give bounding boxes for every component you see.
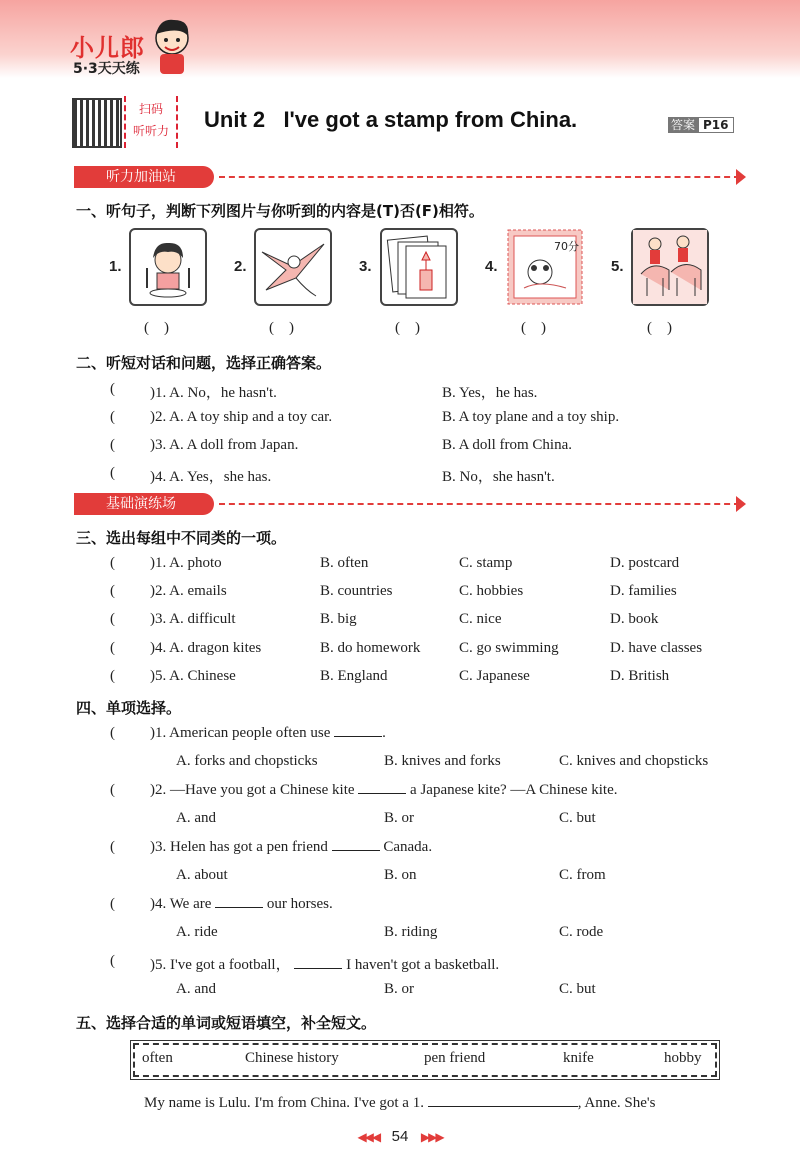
- option-a: A. and: [176, 810, 216, 826]
- word-bank-item: hobby: [664, 1050, 702, 1066]
- option-b: B. or: [384, 810, 414, 826]
- section-tag: [74, 166, 214, 188]
- picture-postcards: [380, 228, 458, 306]
- option-a: )3. A. difficult: [150, 611, 236, 627]
- question: [150, 782, 617, 799]
- part2-heading: 二、听短对话和问题，选择正确答案。: [76, 354, 332, 372]
- word-bank-item: often: [142, 1050, 173, 1066]
- option-c: C. hobbies: [459, 583, 524, 599]
- answer-paren[interactable]: (: [110, 839, 115, 855]
- blank[interactable]: [332, 850, 380, 851]
- section-title: 听力加油站: [106, 169, 176, 185]
- answer-paren[interactable]: ( ): [269, 320, 294, 336]
- question-text: )5. I've got a football，: [150, 957, 291, 973]
- left-arrows-icon: ◀◀◀: [357, 1130, 380, 1144]
- stamp-value: 70分: [554, 240, 579, 253]
- right-arrows-icon: ▶▶▶: [420, 1130, 443, 1144]
- answer-page: P16: [698, 117, 734, 133]
- answer-paren[interactable]: (: [110, 437, 115, 453]
- divider: [219, 176, 740, 178]
- part5-heading: 五、选择合适的单词或短语填空，补全短文。: [76, 1014, 377, 1032]
- answer-reference: [668, 116, 734, 133]
- option-a: )1. A. No，he hasn't.: [150, 385, 277, 401]
- option-a: A. and: [176, 981, 216, 997]
- answer-paren[interactable]: (: [110, 725, 115, 741]
- brand-subtitle: 5·3天天练: [73, 61, 140, 77]
- page-title: Unit 2 I've got a stamp from China.: [204, 107, 578, 132]
- option-a: A. ride: [176, 924, 218, 940]
- option-c: C. knives and chopsticks: [559, 753, 709, 769]
- option-b: B. on: [384, 867, 417, 883]
- option-c: C. rode: [559, 924, 604, 940]
- page-number: 54: [391, 1128, 409, 1145]
- question-text: )2. —Have you got a Chinese kite: [150, 782, 355, 798]
- page-footer: [0, 1128, 800, 1145]
- answer-paren[interactable]: ( ): [647, 320, 672, 336]
- section-title: 基础演练场: [106, 496, 176, 512]
- scan-line-1: 扫码: [138, 102, 163, 116]
- option-a: )2. A. emails: [150, 583, 227, 599]
- question: [150, 839, 432, 856]
- option-d: D. have classes: [610, 640, 703, 656]
- picture-kite: [254, 228, 332, 306]
- option-c: C. from: [559, 867, 606, 883]
- answer-paren[interactable]: (: [110, 409, 115, 425]
- question-text: our horses.: [266, 896, 333, 912]
- answer-paren[interactable]: ( ): [395, 320, 420, 336]
- blank[interactable]: [334, 736, 382, 737]
- section-bar-practice: [74, 493, 740, 515]
- answer-paren[interactable]: (: [110, 465, 115, 481]
- option-d: D. families: [610, 583, 677, 599]
- answer-paren[interactable]: (: [110, 611, 115, 627]
- question-text: )4. We are: [150, 896, 212, 912]
- answer-paren[interactable]: (: [110, 555, 115, 571]
- picture-stamp: [506, 228, 584, 306]
- option-b: B. knives and forks: [384, 753, 501, 769]
- section-tag: [74, 493, 214, 515]
- word-bank-item: knife: [563, 1050, 594, 1066]
- blank[interactable]: [215, 907, 263, 908]
- option-c: C. stamp: [459, 555, 513, 571]
- blank[interactable]: [428, 1106, 578, 1107]
- mascot-icon: [150, 16, 194, 74]
- option-b: B. A toy plane and a toy ship.: [442, 409, 620, 425]
- passage-text: , Anne. She's: [577, 1095, 656, 1111]
- answer-paren[interactable]: (: [110, 668, 115, 684]
- option-d: D. postcard: [610, 555, 680, 571]
- answer-paren[interactable]: ( ): [521, 320, 546, 336]
- option-b: B. riding: [384, 924, 438, 940]
- option-a: )2. A. A toy ship and a toy car.: [150, 409, 333, 425]
- word-bank-item: pen friend: [424, 1050, 486, 1066]
- option-c: C. but: [559, 981, 596, 997]
- pic-number: 3.: [359, 258, 372, 275]
- question-text: )3. Helen has got a pen friend: [150, 839, 328, 855]
- pic-number: 4.: [485, 258, 498, 275]
- picture-horse-riders: [631, 228, 709, 306]
- answer-paren[interactable]: (: [110, 953, 115, 969]
- scan-line-2: 听听力: [132, 124, 169, 138]
- brand-logo: 小儿郎: [70, 34, 145, 62]
- option-b: B. No，she hasn't.: [442, 469, 555, 485]
- option-a: A. forks and chopsticks: [176, 753, 318, 769]
- option-c: C. Japanese: [459, 668, 530, 684]
- passage-text: My name is Lulu. I'm from China. I've got a 1.: [144, 1095, 424, 1111]
- option-b: B. often: [320, 555, 369, 571]
- answer-label: 答案: [668, 117, 698, 133]
- option-c: C. nice: [459, 611, 502, 627]
- question: [150, 896, 333, 913]
- question: [150, 725, 386, 742]
- option-b: B. Yes，he has.: [442, 385, 538, 401]
- part1-heading: 一、听句子，判断下列图片与你听到的内容是(T)否(F)相符。: [76, 202, 484, 220]
- answer-paren[interactable]: (: [110, 640, 115, 656]
- blank[interactable]: [294, 968, 342, 969]
- word-bank-item: Chinese history: [245, 1050, 339, 1066]
- answer-paren[interactable]: (: [110, 583, 115, 599]
- arrow-icon: [736, 496, 746, 512]
- option-d: D. British: [610, 668, 670, 684]
- option-b: B. England: [320, 668, 388, 684]
- question-text: .: [382, 725, 386, 741]
- option-a: )3. A. A doll from Japan.: [150, 437, 299, 453]
- answer-paren[interactable]: (: [110, 896, 115, 912]
- part3-heading: 三、选出每组中不同类的一项。: [76, 529, 287, 547]
- option-b: B. countries: [320, 583, 393, 599]
- option-a: A. about: [176, 867, 228, 883]
- option-b: B. do homework: [320, 640, 421, 656]
- option-b: B. or: [384, 981, 414, 997]
- divider: [219, 503, 740, 505]
- qr-code-icon[interactable]: [72, 98, 122, 148]
- part4-heading: 四、单项选择。: [76, 699, 182, 717]
- arrow-icon: [736, 169, 746, 185]
- picture-girl-eating: [129, 228, 207, 306]
- option-c: C. but: [559, 810, 596, 826]
- section-bar-listening: [74, 166, 740, 188]
- option-a: )4. A. dragon kites: [150, 640, 262, 656]
- passage-line: [144, 1095, 655, 1112]
- pic-number: 5.: [611, 258, 624, 275]
- option-c: C. go swimming: [459, 640, 559, 656]
- pic-number: 1.: [109, 258, 122, 275]
- option-b: B. A doll from China.: [442, 437, 573, 453]
- kite-icon: [256, 230, 330, 304]
- blank[interactable]: [358, 793, 406, 794]
- question-text: I haven't got a basketball.: [346, 957, 500, 973]
- option-a: )5. A. Chinese: [150, 668, 236, 684]
- girl-eating-icon: [131, 230, 205, 304]
- question-text: a Japanese kite? —A Chinese kite.: [410, 782, 618, 798]
- option-d: D. book: [610, 611, 659, 627]
- question: [150, 953, 499, 974]
- option-a: )1. A. photo: [150, 555, 222, 571]
- answer-paren[interactable]: ( ): [144, 320, 169, 336]
- scan-audio-label: [124, 96, 178, 148]
- pic-number: 2.: [234, 258, 247, 275]
- question-text: )1. American people often use: [150, 725, 331, 741]
- horse-riders-icon: [633, 230, 707, 304]
- question-text: Canada.: [383, 839, 433, 855]
- answer-paren[interactable]: (: [110, 782, 115, 798]
- answer-paren[interactable]: (: [110, 381, 115, 397]
- postcards-icon: [382, 230, 456, 304]
- option-b: B. big: [320, 611, 357, 627]
- option-a: )4. A. Yes，she has.: [150, 469, 272, 485]
